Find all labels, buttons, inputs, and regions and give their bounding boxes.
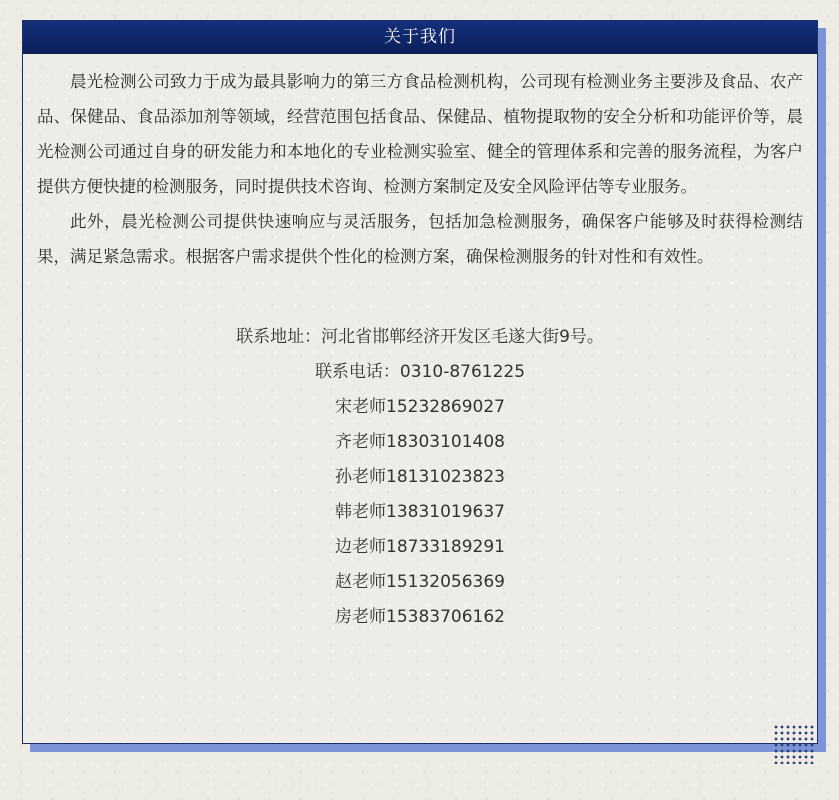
contact-teacher: 齐老师18303101408	[335, 432, 505, 452]
intro-section	[23, 54, 817, 274]
contact-phone: 联系电话：0310-8761225	[314, 362, 526, 382]
intro-paragraph-2: 此外，晨光检测公司提供快速响应与灵活服务，包括加急检测服务，确保客户能够及时获得检测结果，满足紧急需求。根据客户需求提供个性化的检测方案，确保检测服务的针对性和有效性。	[37, 212, 803, 266]
contact-teacher: 孙老师18131023823	[335, 467, 505, 487]
contact-teacher: 边老师18733189291	[335, 537, 505, 557]
panel-title: 关于我们	[23, 21, 817, 54]
contact-teacher: 赵老师15132056369	[335, 572, 505, 592]
dot-grid-icon	[773, 724, 815, 764]
contact-teacher: 房老师15383706162	[335, 607, 505, 627]
about-us-panel	[22, 20, 818, 744]
contact-teacher: 宋老师15232869027	[335, 397, 505, 417]
contact-teacher: 韩老师13831019637	[335, 502, 505, 522]
contact-address: 联系地址：河北省邯郸经济开发区毛遂大街9号。	[236, 327, 604, 347]
contact-section	[23, 320, 817, 635]
intro-paragraph-1: 晨光检测公司致力于成为最具影响力的第三方食品检测机构，公司现有检测业务主要涉及食品、农产品、保健品、食品添加剂等领域，经营范围包括食品、保健品、植物提取物的安全分析和功能评价等，晨光检测公司通过自身的研发能力和本地化的专业检测实验室、健全的管理体系和完善的服务流程，为客户提供方便快捷的检测服务，同时提供技术咨询、检测方案制定及安全风险评估等专业服务。	[37, 72, 803, 196]
